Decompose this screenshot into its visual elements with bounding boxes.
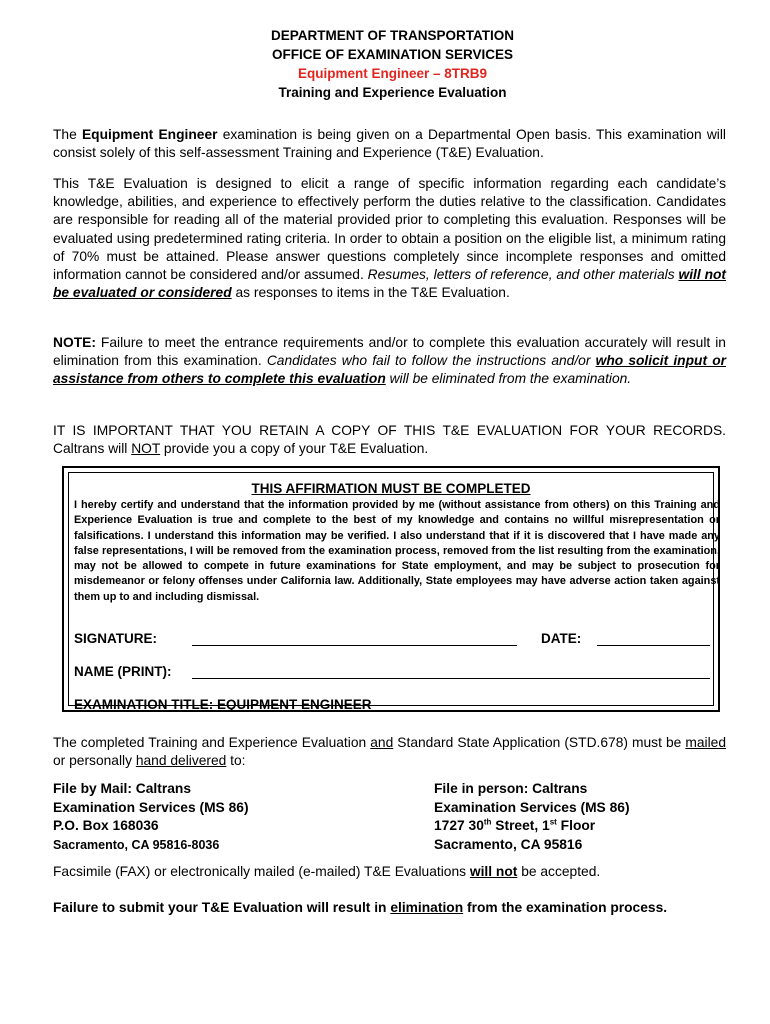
affirmation-title: THIS AFFIRMATION MUST BE COMPLETED <box>251 481 531 496</box>
department-title: DEPARTMENT OF TRANSPORTATION <box>271 28 514 43</box>
failure-paragraph: Failure to submit your T&E Evaluation will result in elimination from the examination process. <box>53 900 668 915</box>
date-label: DATE: <box>541 631 582 646</box>
important-paragraph: IT IS IMPORTANT THAT YOU RETAIN A COPY OF THIS T&E EVALUATION FOR YOUR RECORDS. Caltrans will NOT provide you a copy of your T&E Evaluation. <box>53 423 726 457</box>
submission-paragraph: The completed Training and Experience Evaluation and Standard State Application (STD.678) must be mailed or personally hand delivered to: <box>53 735 726 769</box>
affirmation-box <box>62 466 720 712</box>
exam-title: Equipment Engineer – 8TRB9 <box>297 66 488 81</box>
not-evaluated-emphasis: will not be evaluated or considered <box>53 267 727 301</box>
fax-paragraph: Facsimile (FAX) or electronically mailed (e-mailed) T&E Evaluations will not be accepted. <box>53 864 601 879</box>
evaluation-title: Training and Experience Evaluation <box>278 85 507 100</box>
exam-name: Equipment Engineer <box>81 127 218 142</box>
exam-title-label: EXAMINATION TITLE: EQUIPMENT ENGINEER <box>74 697 372 712</box>
in-person-address: File in person: Caltrans Examination Services (MS 86) 1727 30th Street, 1st Floor Sacramento, CA 95816 <box>434 781 630 852</box>
name-print-label: NAME (PRINT): <box>74 664 172 679</box>
mail-address: File by Mail: Caltrans Examination Services (MS 86) P.O. Box 168036 Sacramento, CA 95816-8036 <box>53 781 249 852</box>
note-paragraph: NOTE: Failure to meet the entrance requirements and/or to complete this evaluation accurately will result in elimination from this examination. Candidates who fail to follow the instructions and/or who solicit input or assistance from others to complete this evaluation will be eliminated from the examination. <box>53 335 726 387</box>
note-label: NOTE: <box>53 335 96 350</box>
signature-label: SIGNATURE: <box>74 631 157 646</box>
name-print-field[interactable] <box>192 678 710 679</box>
date-field[interactable] <box>597 645 710 646</box>
intro-paragraph-2: This T&E Evaluation is designed to elicit a range of specific information regarding each candidate’s knowledge, abilities, and experience to effectively perform the duties relative to the classification. Candidates are responsible for reading all of the material provided prior to completing this evaluation. Responses will be evaluated using predetermined rating criteria. In order to obtain a position on the eligible list, a minimum rating of 70% must be attained. Please answer questions completely since incomplete responses and omitted information cannot be considered and/or assumed. Resumes, letters of reference, and other materials will not be evaluated or considered as responses to items in the T&E Evaluation. <box>53 176 727 301</box>
office-title: OFFICE OF EXAMINATION SERVICES <box>271 47 514 62</box>
signature-field[interactable] <box>192 645 517 646</box>
affirmation-text: I hereby certify and understand that the information provided by me (without assistance from others) on this Training and Experience Evaluation is true and complete to the best of my knowledge and contains no willful misrepresentation or falsifications. I understand this information may be verified. I also understand that if it is discovered that I have made any false representations, I will be removed from the examination process, removed from the list resulting from the examination, may not be allowed to compete in future examinations for State employment, and may be subject to prosecution for misdemeanor or felony offenses under California law. Additionally, State employees may have adverse action taken against them up to and including dismissal. <box>74 499 720 603</box>
document-header <box>0 26 770 102</box>
intro-paragraph-1: The Equipment Engineer examination is being given on a Departmental Open basis. This examination will consist solely of this self-assessment Training and Experience (T&E) Evaluation. <box>53 127 726 161</box>
solicit-emphasis: who solicit input or assistance from others to complete this evaluation <box>53 353 726 387</box>
